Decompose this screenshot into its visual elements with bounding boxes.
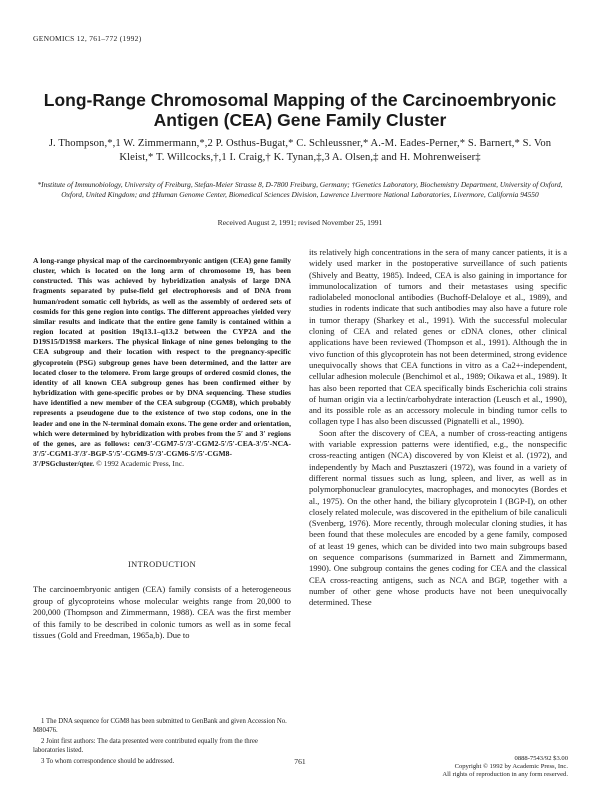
journal-reference: GENOMICS 12, 761–772 (1992) bbox=[33, 34, 142, 43]
footnote: 2 Joint first authors: The data presented were contributed equally from the three laboratories listed. bbox=[33, 737, 258, 754]
abstract bbox=[33, 256, 291, 469]
page-number: 761 bbox=[294, 757, 306, 766]
abstract-copyright: © 1992 Academic Press, Inc. bbox=[96, 459, 184, 469]
rights-line: All rights of reproduction in any form reserved. bbox=[442, 771, 568, 779]
introduction-heading: INTRODUCTION bbox=[127, 560, 197, 569]
abstract-text: A long-range physical map of the carcinoembryonic antigen (CEA) gene family cluster, which is located on the long arm of chromosome 19, has been constructed. This was achieved by hybridization analysis of large DNA fragments separated by pulse-field gel electrophoresis and of DNA from human/rodent somatic cell hybrids, as well as the assembly of ordered sets of cosmids for this gene region into contigs. The different approaches yielded very similar results and indicate that the entire gene family is contained within a region located at position 19q13.1–q13.2 between the CYP2A and the D19S15/D19S8 markers. The physical linkage of nine genes belonging to the CEA subgroup and their location with respect to the pregnancy-specific glycoprotein (PSG) subgroup genes have been determined, and the latter are located closer to the telomere. From large groups of ordered cosmid clones, the identity of all known CEA subgroup genes has been confirmed either by hybridization with gene-specific probes or by DNA sequencing. These studies have identified a new member of the CEA subgroup (CGM8), which probably represents a pseudogene due to the existence of two stop codons, one in the leader and one in the N-terminal domain exons. The gene order and orientation, which were determined by hybridization with probes from the 5′ and 3′ regions of the genes, are as follows: cen/3′-CGM7-5′/3′-CGM2-5′/5′-CEA-3′/5′-NCA-3′/5′-CGM1-3′/3′-BGP-5′/5′-CGM9-5′/3′-CGM6-5′/5′-CGM8-3′/PSGcluster/qter. bbox=[33, 256, 291, 469]
issn: 0888-7543/92 $3.00 bbox=[514, 755, 568, 762]
introduction-text: The carcinoembryonic antigen (CEA) family consists of a heterogeneous group of glycoproteins whose molecular weights range from 20,000 to 200,000 (Thompson and Zimmermann, 1988). CEA was the first member of this family to be described in colonic tumors as well as in some fecal tissues (Gold and Freedman, 1965a,b). Due to bbox=[33, 584, 291, 640]
body-paragraph: its relatively high concentrations in the sera of many cancer patients, it is a widely used marker in the postoperative surveillance of such patients (Shively and Beatty, 1985). Indeed, CEA is also gaining in importance for immunolocalization of tumors and their metastases using specific radiolabeled monoclonal antibodies (Buchoff-Delaloye et al., 1989), and studies in rodents indicate that such antibodies may also have a future role in tumor therapy (Sharkey et al., 1991). With the successful molecular cloning of CEA and related genes or cDNA clones, other clinical applications have been reviewed (Thompson et al., 1991). Although the in vivo function of this glycoprotein has not been determined, strong evidence unequivocally shows that CEA functions in vitro as a Ca2+-independent, cellular adhesion molecule (Benchimol et al., 1989; Oikawa et al., 1989). It has also been reported that CEA specifically binds Escherichia coli strains of human origin via a lectin/carbohydrate interaction (Leusch et al., 1990), and its possible role as an accessory molecule in binding tumor cells to collagen type I has also been discussed (Pignatelli et al., 1990). bbox=[309, 247, 567, 427]
author-list: J. Thompson,*,1 W. Zimmermann,*,2 P. Osthus-Bugat,* C. Schleussner,* A.-M. Eades-Perner,* S. Barnert,* S. Von Kleist,* T. Willcocks,†,1 I. Craig,† K. Tynan,‡,3 A. Olsen,‡ and H. Mohrenweiser‡ bbox=[48, 138, 552, 163]
footnote: 3 To whom correspondence should be addressed. bbox=[41, 757, 175, 765]
copyright-line: Copyright © 1992 by Academic Press, Inc. bbox=[454, 763, 568, 771]
received-dates: Received August 2, 1991; revised November 25, 1991 bbox=[217, 218, 383, 227]
body-paragraph: Soon after the discovery of CEA, a number of cross-reacting antigens with variable expression patterns were identified, e.g., the nonspecific cross-reacting antigen (NCA) discovered by von Kleist et al. (1972), and independently by Mach and Pusztaszeri (1972), was found in a variety of different normal tissues such as lung, spleen, and liver, as well as in polymorphonuclear granulocytes, macrophages, and monocytes (Bordes et al., 1975). On the other hand, the biliary glycoprotein I (BGP-I), on other closely related molecule, was discovered in the epithelium of bile canaliculi (Svenberg, 1976). More recently, through molecular cloning studies, it has been found that these molecules are encoded by a gene family, composed of at least 19 genes, which can be divided into two main subgroups based on sequence comparisons (summarized in Barnett and Zimmermann, 1990). One subgroup contains the genes coding for CEA and the classical CEA cross-reacting antigens, such as NCA and BGP, together with a number of other gene whose products have not been unequivocally determined. These bbox=[309, 427, 567, 608]
publisher-info bbox=[420, 755, 568, 780]
footnote: 1 The DNA sequence for CGM8 has been submitted to GenBank and given Accession No. M80476. bbox=[33, 718, 287, 734]
footnotes bbox=[33, 718, 291, 769]
paper-title: Long-Range Chromosomal Mapping of the Carcinoembryonic Antigen (CEA) Gene Family Cluster bbox=[43, 90, 557, 130]
right-column bbox=[309, 247, 567, 609]
affiliations: *Institute of Immunobiology, University of Freiburg, Stefan-Meier Strasse 8, D-7800 Freiburg, Germany; †Genetics Laboratory, Biochemistry Department, University of Oxford, Oxford, United Kingdom; and ‡Human Genome Center, Biomedical Sciences Division, Lawrence Livermore National Laboratories, Livermore, California 94550 bbox=[37, 180, 563, 199]
